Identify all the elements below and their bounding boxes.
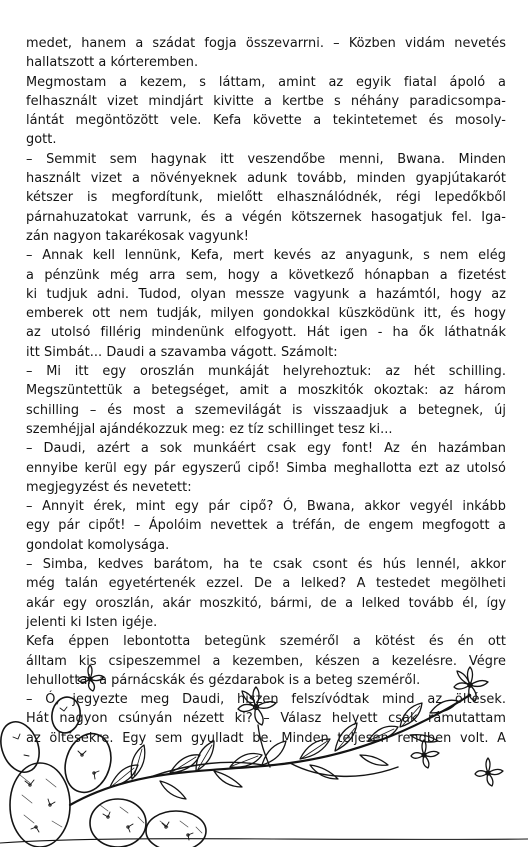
body-text (26, 34, 506, 748)
text-line: – Annyit érek, mint egy pár cipő? Ó, Bwana, akkor vegyél inkább (26, 499, 506, 515)
text-line: lehullottak a párnácskák és gézdarabok is a beteg szeméről. (26, 672, 421, 688)
text-line: az öltésekre. Egy sem gyulladt be. Minden teljesen rendben volt. A (26, 730, 506, 746)
text-line: Kefa éppen lebontotta betegünk szeméről a kötést és én ott (26, 634, 506, 650)
text-line: a pénzünk még arra sem, hogy a következő hónapban a fizetést (26, 267, 506, 283)
text-line: hallatszott a kórteremben. (26, 55, 199, 71)
text-line: jelenti ki Isten igéje. (26, 614, 158, 630)
text-line: szemhéjjal ajándékozzuk meg: ez tíz schillinget tesz ki... (26, 421, 393, 437)
text-line: – Simba, kedves barátom, ha te csak csont és hús lennél, akkor (26, 557, 506, 573)
text-line: álltam kis csipeszemmel a kezemben, készen a kezelésre. Végre (26, 653, 506, 669)
text-line: megjegyzést és nevetett: (26, 479, 192, 495)
text-line: még talán egyetértenék ezzel. De a lelked? A testedet megölheti (26, 576, 506, 592)
text-line: – Mi itt egy oroszlán munkáját helyrehoztuk: az hét schilling. (26, 364, 506, 380)
text-line: használt vizet a növényeknek adunk tovább, minden gyapjútakarót (26, 171, 506, 187)
text-line: felhasznált vizet mindjárt kivitte a kertbe s néhány paradicsompa- (26, 93, 506, 109)
text-line: kétszer is megfordítunk, mielőtt elhasználódnék, régi lepedőkből (26, 190, 506, 206)
text-line: ki tudjuk adni. Tudod, olyan messze vagyunk a hazámtól, hogy az (26, 286, 506, 302)
text-line: zán nagyon takarékosak vagyunk! (26, 228, 249, 244)
text-line: egy pár cipőt! – Ápolóim nevettek a tréfán, de engem megfogott a (26, 518, 506, 534)
text-line: Megmostam a kezem, s láttam, amint az egyik fiatal ápoló a (26, 74, 506, 90)
text-line: emberek ott nem tudják, milyen gondokkal küszködünk itt, és hogy (26, 306, 506, 322)
text-line: lántát megöntözött vele. Kefa követte a tekintetemet és mosoly- (26, 113, 506, 129)
text-line: párnahuzatokat varrunk, és a végén kötszernek hasogatjuk fel. Iga- (26, 209, 506, 225)
text-line: – Ó, jegyezte meg Daudi, hiszen felszívódtak mind az öltések. (26, 692, 506, 708)
cactus-vine-ornament-icon (0, 655, 528, 847)
text-line: az utolsó fillérig mindenünk elfogyott. Hát igen - ha ők láthatnák (26, 325, 506, 341)
text-line: – Daudi, azért a sok munkáért csak egy font! Az én hazámban (26, 441, 506, 457)
text-line: medet, hanem a szádat fogja összevarrni. – Közben vidám nevetés (26, 36, 506, 51)
text-line: gott. (26, 132, 57, 148)
text-line: Hát nagyon csúnyán nézett ki? – Válasz helyett csak rámutattam (26, 711, 506, 727)
text-line: gondolat komolysága. (26, 537, 170, 553)
text-line: – Annak kell lennünk, Kefa, mert kevés az anyagunk, s nem elég (26, 248, 506, 264)
text-line: itt Simbát... Daudi a szavamba vágott. Számolt: (26, 344, 338, 360)
text-line: schilling – és most a szemevilágát is visszaadjuk a betegnek, új (26, 402, 506, 418)
text-line: ennyibe kerül egy pár egyszerű cipő! Simba meghallotta ezt az utolsó (26, 460, 506, 476)
text-line: akár egy oroszlán, akár moszkitó, bármi, de a lelked tovább él, így (26, 595, 506, 611)
text-line: – Semmit sem hagynak itt veszendőbe menni, Bwana. Minden (26, 151, 506, 167)
text-line: Megszüntettük a betegséget, amit a moszkitók okoztak: az három (26, 383, 506, 399)
